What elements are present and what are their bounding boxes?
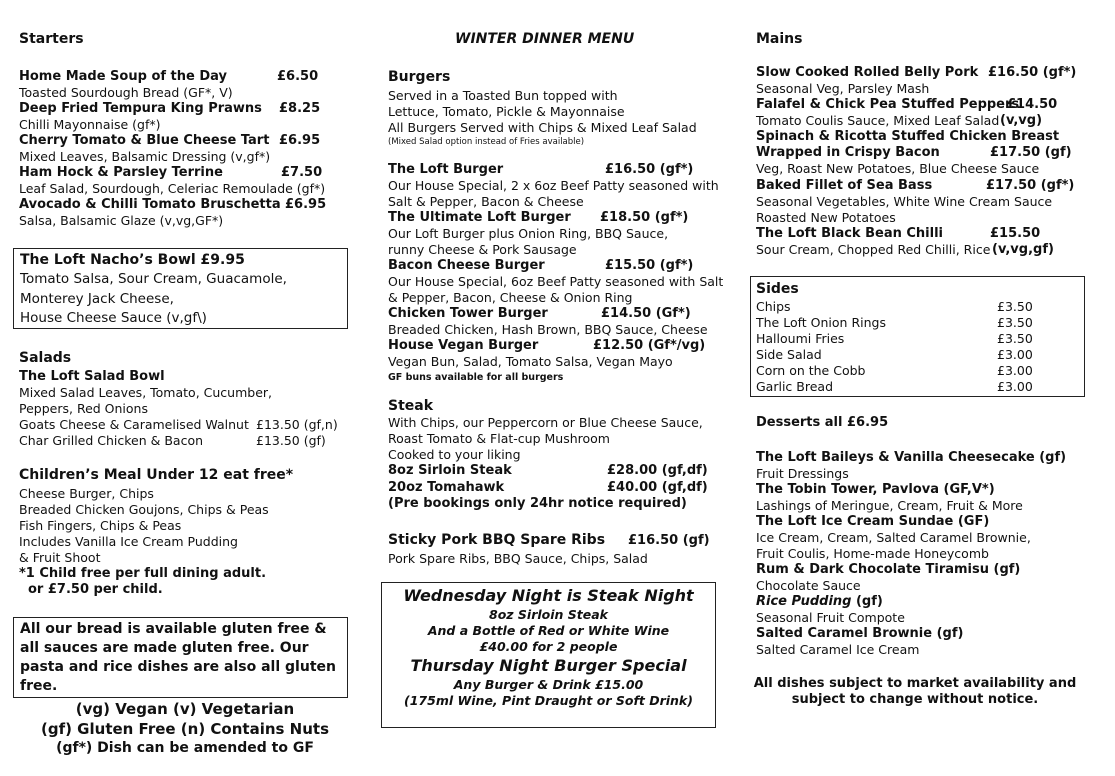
main-diet: (v,vg,gf) (992, 242, 1054, 257)
steak-name: 20oz Tomahawk (388, 480, 505, 495)
dessert-desc: Ice Cream, Cream, Salted Caramel Brownie, (756, 530, 1031, 545)
side-price: £3.50 (997, 331, 1033, 346)
side-name: The Loft Onion Rings (756, 315, 886, 330)
starter-desc: Salsa, Balsamic Glaze (v,vg,GF*) (19, 213, 224, 228)
burger-price: £18.50 (gf*) (600, 210, 689, 225)
diet-key-line: (gf) Gluten Free (n) Contains Nuts (40, 720, 330, 738)
burger-name: Bacon Cheese Burger (388, 258, 545, 273)
main-price: £14.50 (1007, 97, 1058, 112)
burger-name: The Loft Burger (388, 162, 504, 177)
dessert-name: The Tobin Tower, Pavlova (GF,V*) (756, 482, 995, 497)
main-name: Falafel & Chick Pea Stuffed Peppers (756, 97, 1020, 112)
main-price: £16.50 (gf*) (988, 65, 1077, 80)
main-price: £17.50 (gf*) (986, 178, 1075, 193)
dessert-name: The Loft Ice Cream Sundae (GF) (756, 514, 990, 529)
nachos-title: The Loft Nacho’s Bowl £9.95 (20, 252, 245, 268)
children-line: Includes Vanilla Ice Cream Pudding (19, 534, 238, 549)
main-desc: Veg, Roast New Potatoes, Blue Cheese Sauce (756, 161, 1040, 176)
side-name: Corn on the Cobb (756, 363, 866, 378)
salad-option-price: £13.50 (gf,n) (256, 417, 338, 432)
nachos-line: House Cheese Sauce (v,gf\) (20, 310, 207, 326)
sides-heading: Sides (756, 281, 799, 297)
dessert-name-suffix: (gf) (851, 594, 883, 609)
availability-note: subject to change without notice. (791, 692, 1039, 707)
burger-name: The Ultimate Loft Burger (388, 210, 571, 225)
burger-desc: Breaded Chicken, Hash Brown, BBQ Sauce, Cheese (388, 322, 708, 337)
side-price: £3.00 (997, 363, 1033, 378)
side-name: Halloumi Fries (756, 331, 845, 346)
side-price: £3.50 (997, 299, 1033, 314)
ribs-price: £16.50 (gf) (628, 533, 710, 548)
starter-desc: Leaf Salad, Sourdough, Celeriac Remoulade (gf*) (19, 181, 326, 196)
burger-desc: Salt & Pepper, Bacon & Cheese (388, 194, 584, 209)
dessert-name: Salted Caramel Brownie (gf) (756, 626, 964, 641)
wednesday-line: 8oz Sirloin Steak (489, 607, 608, 622)
diet-key-line: (gf*) Dish can be amended to GF (56, 740, 314, 756)
gluten-line: free. (20, 678, 58, 694)
salads-heading: Salads (19, 350, 72, 366)
gluten-line: pasta and rice dishes are also all gluten (20, 659, 336, 675)
starter-desc: Toasted Sourdough Bread (GF*, V) (19, 85, 233, 100)
salad-line: Mixed Salad Leaves, Tomato, Cucumber, (19, 385, 272, 400)
desserts-heading: Desserts all £6.95 (756, 415, 889, 430)
steak-line: With Chips, our Peppercorn or Blue Cheese Sauce, (388, 415, 703, 430)
main-desc: Roasted New Potatoes (756, 210, 896, 225)
side-name: Chips (756, 299, 791, 314)
diet-key-line: (vg) Vegan (v) Vegetarian (75, 700, 295, 718)
burger-desc: Our Loft Burger plus Onion Ring, BBQ Sauce, (388, 226, 669, 241)
dessert-name: The Loft Baileys & Vanilla Cheesecake (gf) (756, 450, 1067, 465)
starter-price: £6.95 (279, 133, 321, 148)
wednesday-title: Wednesday Night is Steak Night (403, 586, 694, 605)
starter-name: Home Made Soup of the Day (19, 69, 227, 84)
children-note: *1 Child free per full dining adult. (19, 566, 267, 581)
steak-name: 8oz Sirloin Steak (388, 463, 512, 478)
starter-name: Deep Fried Tempura King Prawns (19, 101, 262, 116)
main-diet: (v,vg) (1000, 113, 1043, 128)
burgers-heading: Burgers (388, 69, 451, 85)
burger-price: £14.50 (Gf*) (601, 306, 691, 321)
dessert-desc: Lashings of Meringue, Cream, Fruit & More (756, 498, 1023, 513)
nachos-line: Tomato Salsa, Sour Cream, Guacamole, (20, 271, 287, 287)
main-price: £17.50 (gf) (990, 145, 1072, 160)
ribs-name: Sticky Pork BBQ Spare Ribs (388, 532, 606, 548)
steak-price: £40.00 (gf,df) (607, 480, 708, 495)
salad-line: Peppers, Red Onions (19, 401, 148, 416)
children-line: Cheese Burger, Chips (19, 486, 154, 501)
side-price: £3.00 (997, 347, 1033, 362)
burger-price: £16.50 (gf*) (605, 162, 694, 177)
salad-option: Goats Cheese & Caramelised Walnut (19, 417, 249, 432)
main-price: £15.50 (990, 226, 1041, 241)
main-name-cont: Wrapped in Crispy Bacon (756, 145, 940, 160)
starters-heading: Starters (19, 31, 84, 47)
burger-price: £12.50 (Gf*/vg) (593, 338, 706, 353)
thursday-line: (175ml Wine, Pint Draught or Soft Drink) (404, 693, 693, 708)
dessert-desc: Seasonal Fruit Compote (756, 610, 905, 625)
ribs-desc: Pork Spare Ribs, BBQ Sauce, Chips, Salad (388, 551, 648, 566)
salad-name: The Loft Salad Bowl (19, 369, 165, 384)
wednesday-line: £40.00 for 2 people (479, 639, 618, 654)
starter-price: £7.50 (281, 165, 323, 180)
steak-line: Roast Tomato & Flat-cup Mushroom (388, 431, 610, 446)
thursday-title: Thursday Night Burger Special (410, 656, 687, 675)
dessert-desc: Fruit Dressings (756, 466, 849, 481)
starter-name: Avocado & Chilli Tomato Bruschetta (19, 197, 281, 212)
main-desc: Sour Cream, Chopped Red Chilli, Rice (756, 242, 991, 257)
salad-option-price: £13.50 (gf) (256, 433, 326, 448)
children-note: or £7.50 per child. (28, 582, 163, 597)
main-name: Spinach & Ricotta Stuffed Chicken Breast (756, 129, 1060, 144)
nachos-line: Monterey Jack Cheese, (20, 291, 174, 307)
burgers-intro: Lettuce, Tomato, Pickle & Mayonnaise (388, 104, 625, 119)
main-name: The Loft Black Bean Chilli (756, 226, 943, 241)
children-line: Breaded Chicken Goujons, Chips & Peas (19, 502, 269, 517)
starter-desc: Chilli Mayonnaise (gf*) (19, 117, 161, 132)
starter-desc: Mixed Leaves, Balsamic Dressing (v,gf*) (19, 149, 271, 164)
children-line: & Fruit Shoot (19, 550, 101, 565)
burgers-intro-note: (Mixed Salad option instead of Fries available) (388, 137, 585, 147)
starter-name: Cherry Tomato & Blue Cheese Tart (19, 133, 270, 148)
starter-price: £6.50 (277, 69, 319, 84)
menu-title: WINTER DINNER MENU (455, 31, 635, 47)
main-desc: Tomato Coulis Sauce, Mixed Leaf Salad (756, 113, 1000, 128)
starter-price: £8.25 (279, 101, 321, 116)
starter-price: £6.95 (285, 197, 327, 212)
starter-name: Ham Hock & Parsley Terrine (19, 165, 223, 180)
steak-price: £28.00 (gf,df) (607, 463, 708, 478)
burger-desc: Our House Special, 6oz Beef Patty seasoned with Salt (388, 274, 724, 289)
side-name: Side Salad (756, 347, 822, 362)
dessert-desc: Salted Caramel Ice Cream (756, 642, 920, 657)
burgers-intro: All Burgers Served with Chips & Mixed Leaf Salad (388, 120, 697, 135)
dessert-desc: Fruit Coulis, Home-made Honeycomb (756, 546, 989, 561)
main-name: Baked Fillet of Sea Bass (756, 178, 933, 193)
children-line: Fish Fingers, Chips & Peas (19, 518, 182, 533)
burger-name: House Vegan Burger (388, 338, 539, 353)
side-price: £3.00 (997, 379, 1033, 394)
burger-price: £15.50 (gf*) (605, 258, 694, 273)
thursday-line: Any Burger & Drink £15.00 (453, 677, 644, 692)
steak-note: (Pre bookings only 24hr notice required) (388, 496, 687, 511)
gluten-line: all sauces are made gluten free. Our (20, 640, 309, 656)
burger-desc: & Pepper, Bacon, Cheese & Onion Ring (388, 290, 633, 305)
dessert-name: Rice Pudding (756, 594, 852, 609)
children-heading: Children’s Meal Under 12 eat free* (19, 467, 294, 483)
gluten-line: All our bread is available gluten free & (20, 621, 327, 637)
burger-name: Chicken Tower Burger (388, 306, 548, 321)
side-price: £3.50 (997, 315, 1033, 330)
availability-note: All dishes subject to market availability and (753, 676, 1077, 691)
dessert-name-row (756, 594, 883, 609)
burgers-intro: Served in a Toasted Bun topped with (388, 88, 618, 103)
salad-option: Char Grilled Chicken & Bacon (19, 433, 204, 448)
main-name: Slow Cooked Rolled Belly Pork (756, 65, 979, 80)
side-name: Garlic Bread (756, 379, 834, 394)
mains-heading: Mains (756, 31, 803, 47)
burger-desc: runny Cheese & Pork Sausage (388, 242, 577, 257)
steak-heading: Steak (388, 398, 434, 414)
main-desc: Seasonal Vegetables, White Wine Cream Sauce (756, 194, 1053, 209)
burger-desc: Vegan Bun, Salad, Tomato Salsa, Vegan Mayo (388, 354, 673, 369)
main-desc: Seasonal Veg, Parsley Mash (756, 81, 930, 96)
dessert-name: Rum & Dark Chocolate Tiramisu (gf) (756, 562, 1021, 577)
wednesday-line: And a Bottle of Red or White Wine (427, 623, 670, 638)
burger-desc: Our House Special, 2 x 6oz Beef Patty seasoned with (388, 178, 719, 193)
burgers-footnote: GF buns available for all burgers (388, 372, 564, 383)
dessert-desc: Chocolate Sauce (756, 578, 861, 593)
steak-line: Cooked to your liking (388, 447, 521, 462)
